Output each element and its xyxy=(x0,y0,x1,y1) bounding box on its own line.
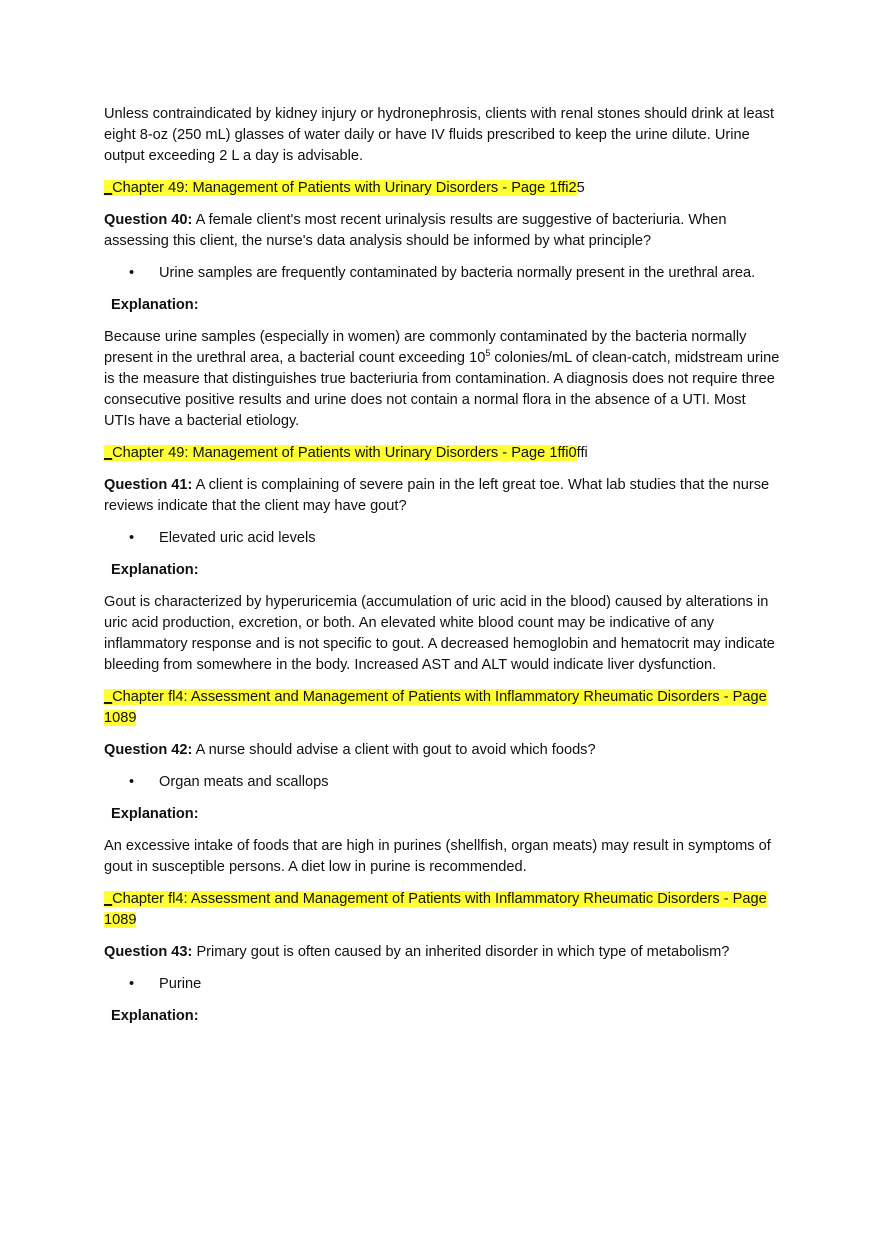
explanation-text: Gout is characterized by hyperuricemia (accumulation of uric acid in the blood) caused by alterations in uric acid production, excretion, or both. An elevated white blood count may be indicative of any inflammatory response and is not specific to gout. A decreased hemoglobin and hematocrit may indicate bleeding from somewhere in the body. Increased AST and ALT would indicate liver dysfunction. xyxy=(104,594,775,673)
chapter-reference-3 xyxy=(104,687,780,729)
ref-tick: _ xyxy=(104,689,113,705)
bullet-icon: • xyxy=(129,774,135,790)
question-label: Question 42: xyxy=(104,742,193,758)
answer-text: Elevated uric acid levels xyxy=(159,530,316,546)
ref-tick: _ xyxy=(104,180,113,196)
answer-bullet xyxy=(104,528,780,549)
question-label: Question 41: xyxy=(104,477,193,493)
chapter-reference-4 xyxy=(104,889,780,931)
bullet-icon: • xyxy=(129,265,135,281)
intro-paragraph: Unless contraindicated by kidney injury or hydronephrosis, clients with renal stones should drink at least eight 8-oz (250 mL) glasses of water daily or have IV fluids prescribed to keep the urine dilute. Urine output exceeding 2 L a day is advisable. xyxy=(104,106,775,164)
answer-bullet xyxy=(104,974,780,995)
ref-text-line2: 1089 xyxy=(104,912,137,928)
bullet-icon: • xyxy=(129,530,135,546)
explanation-heading: Explanation: xyxy=(111,1008,199,1024)
question-label: Question 40: xyxy=(104,212,193,228)
question-42 xyxy=(104,740,780,761)
explanation-heading: Explanation: xyxy=(111,297,199,313)
question-label: Question 43: xyxy=(104,944,193,960)
bullet-icon: • xyxy=(129,976,135,992)
explanation-heading: Explanation: xyxy=(111,806,199,822)
ref-text-line1: Chapter fl4: Assessment and Management of Patients with Inflammatory Rheumatic Disorders - Page xyxy=(112,689,767,705)
question-text: A client is complaining of severe pain in the left great toe. What lab studies that the nurse reviews indicate that the client may have gout? xyxy=(104,477,770,514)
answer-bullet xyxy=(104,772,780,793)
explanation-part-b: colonies/mL of clean-catch, midstream urine is the measure that distinguishes true bacteriuria from contamination. A diagnosis does not require three consecutive positive results and urine does not contain a normal flora in the absence of a UTI. Most UTIs have a bacterial etiology. xyxy=(104,350,780,429)
document-body xyxy=(104,104,780,1038)
answer-text: Purine xyxy=(159,976,202,992)
ref-text: Chapter 49: Management of Patients with Urinary Disorders - Page 1ffi0 xyxy=(112,445,577,461)
ref-tail: ffi xyxy=(576,445,588,461)
question-43 xyxy=(104,942,780,963)
explanation-text xyxy=(104,327,780,432)
question-text: A nurse should advise a client with gout to avoid which foods? xyxy=(192,742,596,758)
explanation-text: An excessive intake of foods that are high in purines (shellfish, organ meats) may result in symptoms of gout in susceptible persons. A diet low in purine is recommended. xyxy=(104,838,771,875)
ref-text: Chapter 49: Management of Patients with Urinary Disorders - Page 1ffi2 xyxy=(112,180,577,196)
ref-tick: _ xyxy=(104,891,113,907)
question-text: A female client's most recent urinalysis results are suggestive of bacteriuria. When assessing this client, the nurse's data analysis should be informed by what principle? xyxy=(104,212,727,249)
question-text: Primary gout is often caused by an inherited disorder in which type of metabolism? xyxy=(192,944,730,960)
chapter-reference-2 xyxy=(104,443,780,464)
answer-bullet xyxy=(104,263,780,284)
ref-tick: _ xyxy=(104,445,113,461)
chapter-reference-1 xyxy=(104,178,780,199)
ref-text-line2: 1089 xyxy=(104,710,137,726)
question-40 xyxy=(104,210,780,252)
explanation-part-a: Because urine samples (especially in women) are commonly contaminated by the bacteria normally present in the urethral area, a bacterial count exceeding 10 xyxy=(104,329,747,366)
superscript: 5 xyxy=(485,348,491,358)
ref-tail: 5 xyxy=(576,180,585,196)
explanation-heading: Explanation: xyxy=(111,562,199,578)
ref-text-line1: Chapter fl4: Assessment and Management of Patients with Inflammatory Rheumatic Disorders - Page xyxy=(112,891,767,907)
question-41 xyxy=(104,475,780,517)
answer-text: Organ meats and scallops xyxy=(159,774,329,790)
answer-text: Urine samples are frequently contaminated by bacteria normally present in the urethral area. xyxy=(159,265,756,281)
